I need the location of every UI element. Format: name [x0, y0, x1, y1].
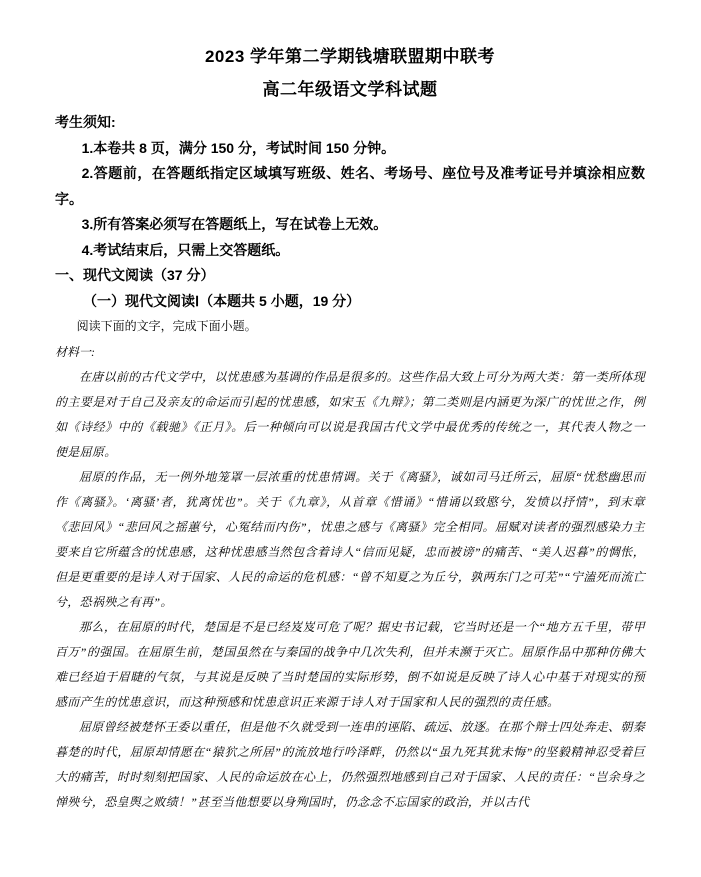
material-one-label: 材料一: — [55, 344, 95, 359]
exam-title: 2023 学年第二学期钱塘联盟期中联考 — [204, 47, 496, 66]
material-paragraph-2: 屈原的作品，无一例外地笼罩一层浓重的忧患情调。关于《离骚》，诚如司马迁所云，屈原“忧愁幽思而作《离骚》。‘离骚’者，犹离忧也”。关于《九章》，从首章《惜诵》“惜诵以致愍兮，发愤以抒情”，到末章《悲回风》“悲回风之摇蕙兮，心冤结而内伤”，忧患之感与《离骚》完全相同。屈赋对读者的强烈感染力主要来自它所蕴含的忧患感，这种忧患感当然包含着诗人“信而见疑，忠而被谤”的痛苦、“美人迟暮”的惆怅，但是更重要的是诗人对于国家、人民的命运的危机感：“曾不知夏之为丘兮，孰两东门之可芜”“宁溘死而流亡兮，恐祸殃之有再”。 — [55, 470, 645, 609]
material-paragraph-4: 屈原曾经被楚怀王委以重任，但是他不久就受到一连串的诬陷、疏远、放逐。在那个辩士四处奔走、朝秦暮楚的时代，屈原却情愿在“猿狖之所居”的流放地行吟泽畔，仍然以“虽九死其犹未悔”的坚毅精神忍受着巨大的痛苦，时时刻刻把国家、人民的命运放在心上，仍然强烈地感到自己对于国家、人民的责任：“岂余身之惮殃兮，恐皇舆之败绩！”甚至当他想要以身殉国时，仍念念不忘国家的政治，并以古代 — [55, 720, 645, 809]
material-paragraph-1: 在唐以前的古代文学中，以忧患感为基调的作品是很多的。这些作品大致上可分为两大类：第一类所体现的主要是对于自己及亲友的命运而引起的忧患感，如宋玉《九辩》；第二类则是内涵更为深广的忧世之作，例如《诗经》中的《载驰》《正月》。后一种倾向可以说是我国古代文学中最优秀的传统之一，其代表人物之一便是屈原。 — [55, 370, 645, 459]
notice-item-4: 4.考试结束后，只需上交答题纸。 — [81, 241, 290, 258]
material-paragraph-3: 那么，在屈原的时代，楚国是不是已经岌岌可危了呢？据史书记载，它当时还是一个“地方五千里，带甲百万”的强国。在屈原生前，楚国虽然在与秦国的战争中几次失利，但并未濒于灭亡。屈原作品中那种仿佛大难已经迫于眉睫的气氛，与其说是反映了当时楚国的实际形势，倒不如说是反映了诗人心中基于对现实的预感而产生的忧患意识，而这种预感和忧患意识正来源于诗人对于国家和人民的强烈的责任感。 — [55, 620, 645, 709]
notice-heading: 考生须知: — [55, 114, 116, 130]
notice-item-1: 1.本卷共 8 页，满分 150 分，考试时间 150 分钟。 — [81, 139, 396, 156]
section-modern-reading — [55, 263, 645, 815]
notice-item-2: 2.答题前，在答题纸指定区域填写班级、姓名、考场号、座位号及准考证号并填涂相应数字。 — [55, 165, 645, 207]
reading-instruction: 阅读下面的文字，完成下面小题。 — [76, 319, 257, 333]
exam-subtitle: 高二年级语文学科试题 — [262, 80, 438, 99]
section-one-heading: 一、现代文阅读（37 分） — [55, 267, 215, 283]
subsection-one-heading: （一）现代文阅读Ⅰ（本题共 5 小题，19 分） — [83, 292, 361, 309]
notice-item-3: 3.所有答案必须写在答题纸上，写在试卷上无效。 — [81, 216, 388, 232]
candidate-notice-block — [55, 110, 645, 263]
